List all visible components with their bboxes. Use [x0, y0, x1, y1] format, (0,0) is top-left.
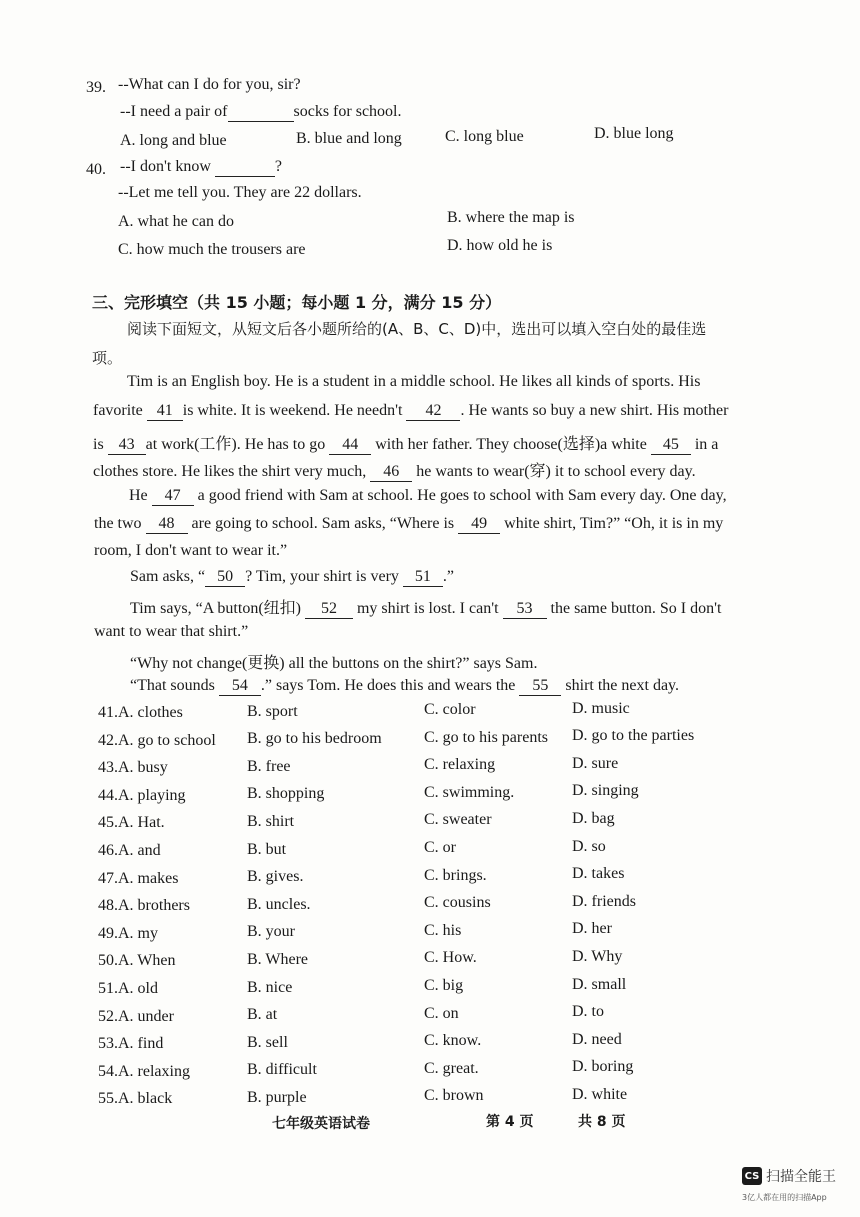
option: A. long and blue [120, 132, 227, 149]
blank-46: 46 [370, 463, 412, 482]
blank-49: 49 [458, 515, 500, 534]
blank-54: 54 [219, 677, 261, 696]
scanner-logo [742, 1166, 836, 1186]
blank-41: 41 [147, 402, 183, 421]
blank-55: 55 [519, 677, 561, 696]
choice-option: B. sport [247, 703, 298, 720]
scanner-name: 扫描全能王 [766, 1169, 836, 1185]
choice-option: 54.A. relaxing [98, 1063, 190, 1080]
blank-43: 43 [108, 436, 146, 455]
choice-option: 51.A. old [98, 980, 158, 997]
question-text: --Let me tell you. They are 22 dollars. [118, 184, 362, 201]
question-number: 39. [86, 79, 106, 96]
choice-option: C. go to his parents [424, 729, 548, 746]
footer-page: 第 4 页 [486, 1114, 534, 1130]
blank-52: 52 [305, 600, 353, 619]
choice-option: 45.A. Hat. [98, 814, 165, 831]
choice-option: D. go to the parties [572, 727, 695, 744]
blank-45: 45 [651, 436, 691, 455]
choice-option: 46.A. and [98, 842, 161, 859]
choice-option: D. sure [572, 755, 619, 772]
cs-icon: CS [742, 1167, 762, 1185]
choice-option: B. at [247, 1006, 278, 1023]
choice-option: C. on [424, 1005, 459, 1022]
choice-option: 52.A. under [98, 1008, 174, 1025]
blank-44: 44 [329, 436, 371, 455]
choice-option: D. her [572, 920, 612, 937]
choice-option: B. but [247, 841, 287, 858]
choice-option: C. sweater [424, 811, 492, 828]
choice-option: D. Why [572, 948, 623, 965]
choice-option: B. difficult [247, 1061, 317, 1078]
passage-line: want to wear that shirt.” [94, 623, 249, 640]
blank-53: 53 [503, 600, 547, 619]
blank-42: 42 [406, 402, 460, 421]
choice-option: 50.A. When [98, 952, 176, 969]
option: D. blue long [594, 125, 674, 142]
passage-line: He 47 a good friend with Sam at school. He goes to school with Sam every day. One day, [129, 487, 727, 504]
passage-line: room, I don't want to wear it.” [94, 542, 288, 559]
choice-option: 49.A. my [98, 925, 158, 942]
question-text: --I don't know ? [120, 158, 282, 175]
choice-option: B. free [247, 758, 291, 775]
option: A. what he can do [118, 213, 234, 230]
choice-option: B. gives. [247, 868, 304, 885]
choice-option: C. relaxing [424, 756, 496, 773]
choice-option: B. your [247, 923, 295, 940]
choice-option: C. How. [424, 949, 477, 966]
choice-option: 42.A. go to school [98, 732, 216, 749]
option: C. long blue [445, 128, 524, 145]
blank-48: 48 [146, 515, 188, 534]
choice-option: D. small [572, 976, 627, 993]
passage-line: Sam asks, “ 50 ? Tim, your shirt is very 51 .” [130, 568, 455, 585]
blank-47: 47 [152, 487, 194, 506]
choice-option: D. bag [572, 810, 615, 827]
choice-option: 44.A. playing [98, 787, 186, 804]
choice-option: B. shirt [247, 813, 295, 830]
option: B. blue and long [296, 130, 402, 147]
choice-option: D. friends [572, 893, 636, 910]
question-text: --I need a pair of socks for school. [120, 103, 402, 120]
blank-50: 50 [205, 568, 245, 587]
choice-option: D. to [572, 1003, 604, 1020]
choice-option: B. purple [247, 1089, 307, 1106]
choice-option: D. music [572, 700, 630, 717]
choice-option: B. Where [247, 951, 309, 968]
option: C. how much the trousers are [118, 241, 306, 258]
choice-option: D. so [572, 838, 606, 855]
passage-line: Tim is an English boy. He is a student in a middle school. He likes all kinds of sports. His [127, 373, 701, 390]
choice-option: C. great. [424, 1060, 479, 1077]
passage-line: “That sounds 54 .” says Tom. He does this and wears the 55 shirt the next day. [130, 677, 680, 694]
choice-option: C. his [424, 922, 462, 939]
choice-option: B. sell [247, 1034, 288, 1051]
choice-option: C. color [424, 701, 476, 718]
choice-option: C. know. [424, 1032, 482, 1049]
choice-option: B. nice [247, 979, 293, 996]
passage-line: Tim says, “A button(纽扣) 52 my shirt is lost. I can't 53 the same button. So I don't [130, 600, 722, 617]
choice-option: 55.A. black [98, 1090, 173, 1107]
choice-option: D. need [572, 1031, 622, 1048]
scanner-tagline: 3亿人都在用的扫描App [742, 1193, 827, 1202]
choice-option: B. uncles. [247, 896, 311, 913]
passage-line: the two 48 are going to school. Sam asks, “Where is 49 white shirt, Tim?” “Oh, it is in my [94, 515, 724, 532]
footer-title: 七年级英语试卷 [272, 1116, 370, 1132]
passage-line: “Why not change(更换) all the buttons on the shirt?” says Sam. [130, 655, 538, 672]
footer-total: 共 8 页 [578, 1114, 626, 1130]
section-title: 三、完形填空（共 15 小题；每小题 1 分，满分 15 分） [92, 293, 502, 312]
choice-option: C. cousins [424, 894, 491, 911]
section-instruction: 项。 [92, 349, 123, 367]
choice-option: B. shopping [247, 785, 325, 802]
option: D. how old he is [447, 237, 553, 254]
choice-option: D. takes [572, 865, 625, 882]
choice-option: 53.A. find [98, 1035, 164, 1052]
passage-line: is 43 at work(工作). He has to go 44 with her father. They choose(选择)a white 45 in a [93, 436, 719, 453]
blank-51: 51 [403, 568, 443, 587]
choice-option: C. brown [424, 1087, 484, 1104]
question-number: 40. [86, 161, 106, 178]
choice-option: C. big [424, 977, 464, 994]
option: B. where the map is [447, 209, 575, 226]
choice-option: D. singing [572, 782, 639, 799]
choice-option: 41.A. clothes [98, 704, 183, 721]
choice-option: 43.A. busy [98, 759, 168, 776]
choice-option: C. or [424, 839, 456, 856]
choice-option: D. white [572, 1086, 628, 1103]
choice-option: D. boring [572, 1058, 634, 1075]
choice-option: 48.A. brothers [98, 897, 190, 914]
passage-line: favorite 41 is white. It is weekend. He needn't 42 . He wants so buy a new shirt. His mother [93, 402, 729, 419]
question-text: --What can I do for you, sir? [118, 76, 301, 93]
choice-option: C. brings. [424, 867, 487, 884]
passage-line: clothes store. He likes the shirt very much, 46 he wants to wear(穿) it to school every day. [93, 463, 696, 480]
choice-option: B. go to his bedroom [247, 730, 382, 747]
section-instruction: 阅读下面短文，从短文后各小题所给的(A、B、C、D)中，选出可以填入空白处的最佳选 [127, 320, 707, 338]
choice-option: 47.A. makes [98, 870, 179, 887]
choice-option: C. swimming. [424, 784, 515, 801]
